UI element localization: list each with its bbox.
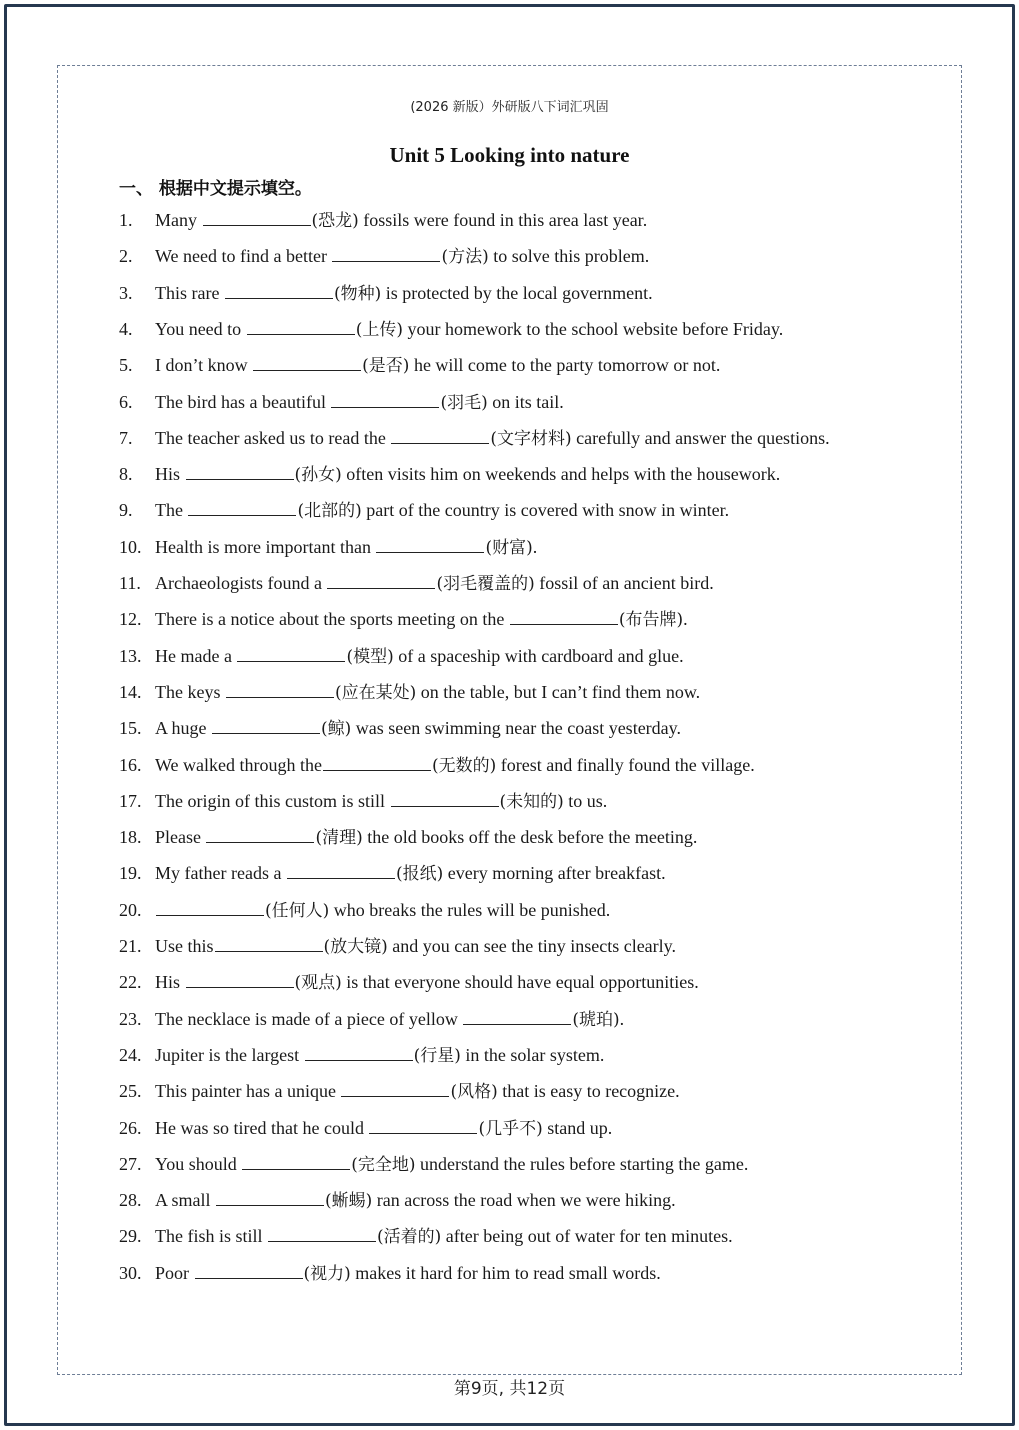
question-text-after: carefully and answer the questions. <box>571 428 830 448</box>
question-number: 26. <box>119 1118 142 1138</box>
question-number: 3. <box>119 283 133 303</box>
answer-blank[interactable] <box>305 1041 413 1061</box>
chinese-hint: (放大镜) <box>323 937 388 957</box>
chinese-hint: (无数的) <box>432 756 497 776</box>
question-number: 5. <box>119 355 133 375</box>
question-text-after: who breaks the rules will be punished. <box>329 900 611 920</box>
question-text-before: There is a notice about the sports meeting on the <box>155 609 509 629</box>
chinese-hint: (孙女) <box>294 465 342 485</box>
question-item <box>119 932 676 958</box>
answer-blank[interactable] <box>237 642 345 662</box>
question-text-before: His <box>155 972 185 992</box>
answer-blank[interactable] <box>247 315 355 335</box>
question-text-before: His <box>155 464 185 484</box>
answer-blank[interactable] <box>323 751 431 771</box>
question-text-after: . <box>683 609 688 629</box>
question-text-before: A small <box>155 1190 216 1210</box>
question-item <box>119 787 607 813</box>
answer-blank[interactable] <box>226 678 334 698</box>
chinese-hint: (鲸) <box>321 719 352 739</box>
question-text-before: Health is more important than <box>155 537 376 557</box>
question-item <box>119 569 714 595</box>
answer-blank[interactable] <box>287 859 395 879</box>
question-text-after: to us. <box>563 791 608 811</box>
chinese-hint: (完全地) <box>351 1155 416 1175</box>
chinese-hint: (恐龙) <box>311 211 359 231</box>
document-subtitle: (2026 新版）外研版八下词汇巩固 <box>410 100 609 115</box>
question-number: 20. <box>119 900 142 920</box>
question-text-after: is that everyone should have equal opportunities. <box>341 972 699 992</box>
question-item <box>119 206 647 232</box>
chinese-hint: (文字材料) <box>490 429 572 449</box>
chinese-hint: (风格) <box>450 1082 498 1102</box>
question-number: 28. <box>119 1190 142 1210</box>
question-text-before: Please <box>155 827 206 847</box>
question-item <box>119 859 666 885</box>
question-item <box>119 1186 676 1212</box>
question-text-before: This rare <box>155 283 224 303</box>
question-text-before: Use this <box>155 936 214 956</box>
answer-blank[interactable] <box>369 1114 477 1134</box>
question-item <box>119 896 610 922</box>
chinese-hint: (羽毛) <box>440 393 488 413</box>
answer-blank[interactable] <box>391 787 499 807</box>
question-text-before: The keys <box>155 682 225 702</box>
answer-blank[interactable] <box>206 823 314 843</box>
question-text-before: He was so tired that he could <box>155 1118 369 1138</box>
chinese-hint: (蜥蜴) <box>325 1191 373 1211</box>
question-text-before: We need to find a better <box>155 246 332 266</box>
answer-blank[interactable] <box>376 533 484 553</box>
question-item <box>119 1150 748 1176</box>
answer-blank[interactable] <box>268 1222 376 1242</box>
question-number: 2. <box>119 246 133 266</box>
question-text-before: We walked through the <box>155 755 323 775</box>
question-text-after: the old books off the desk before the meeting. <box>362 827 698 847</box>
chinese-hint: (清理) <box>315 828 363 848</box>
question-text-after: after being out of water for ten minutes. <box>441 1226 733 1246</box>
answer-blank[interactable] <box>391 424 489 444</box>
question-text-after: in the solar system. <box>460 1045 605 1065</box>
chinese-hint: (布告牌) <box>618 610 684 630</box>
question-item <box>119 533 537 559</box>
section-heading: 一、 根据中文提示填空。 <box>119 179 312 199</box>
question-number: 15. <box>119 718 142 738</box>
question-text-after: every morning after breakfast. <box>443 863 666 883</box>
question-number: 1. <box>119 210 133 230</box>
answer-blank[interactable] <box>331 388 439 408</box>
question-text-after: is protected by the local government. <box>381 283 653 303</box>
question-item <box>119 388 564 414</box>
question-text-after: makes it hard for him to read small words. <box>350 1263 661 1283</box>
question-number: 14. <box>119 682 142 702</box>
question-text-after: . <box>619 1009 625 1029</box>
question-number: 13. <box>119 646 142 666</box>
question-text-after: understand the rules before starting the game. <box>415 1154 749 1174</box>
question-text-before: The teacher asked us to read the <box>155 428 391 448</box>
question-text-after: of a spaceship with cardboard and glue. <box>393 646 684 666</box>
question-text-after: and you can see the tiny insects clearly. <box>387 936 676 956</box>
question-number: 8. <box>119 464 133 484</box>
chinese-hint: (观点) <box>294 973 342 993</box>
question-text-after: fossil of an ancient bird. <box>534 573 714 593</box>
question-item <box>119 1005 624 1031</box>
question-text-before: He made a <box>155 646 237 666</box>
answer-blank[interactable] <box>215 932 323 952</box>
question-number: 22. <box>119 972 142 992</box>
chinese-hint: (北部的) <box>297 501 362 521</box>
answer-blank[interactable] <box>463 1005 571 1025</box>
question-item <box>119 751 755 777</box>
chinese-hint: (是否) <box>362 356 410 376</box>
answer-blank[interactable] <box>242 1150 350 1170</box>
question-number: 12. <box>119 609 142 629</box>
question-text-before: This painter has a unique <box>155 1081 341 1101</box>
question-number: 4. <box>119 319 133 339</box>
question-text-before: A huge <box>155 718 211 738</box>
question-text-after: he will come to the party tomorrow or not. <box>409 355 721 375</box>
question-item <box>119 1222 733 1248</box>
question-item <box>119 678 700 704</box>
question-item <box>119 714 681 740</box>
question-item <box>119 968 699 994</box>
question-item <box>119 605 688 631</box>
question-text-before: My father reads a <box>155 863 286 883</box>
chinese-hint: (物种) <box>333 284 382 304</box>
question-text-after: part of the country is covered with snow in winter. <box>361 500 730 520</box>
answer-blank[interactable] <box>195 1259 303 1279</box>
answer-blank[interactable] <box>225 279 333 299</box>
chinese-hint: (财富) <box>485 538 533 558</box>
question-number: 23. <box>119 1009 142 1029</box>
page-number: 第9页, 共12页 <box>453 1379 566 1399</box>
question-number: 11. <box>119 573 141 593</box>
question-number: 9. <box>119 500 133 520</box>
question-item <box>119 823 697 849</box>
question-text-before: The fish is still <box>155 1226 267 1246</box>
question-text-before: The necklace is made of a piece of yellow <box>155 1009 463 1029</box>
question-number: 25. <box>119 1081 142 1101</box>
question-text-after: to solve this problem. <box>488 246 650 266</box>
question-item <box>119 1077 680 1103</box>
question-text-before: Poor <box>155 1263 194 1283</box>
chinese-hint: (羽毛覆盖的) <box>436 574 535 594</box>
question-text-after: on its tail. <box>487 392 564 412</box>
question-text-before: You should <box>155 1154 242 1174</box>
question-item <box>119 315 783 341</box>
question-number: 21. <box>119 936 142 956</box>
question-number: 10. <box>119 537 142 557</box>
question-text-after: ran across the road when we were hiking. <box>372 1190 676 1210</box>
answer-blank[interactable] <box>332 242 440 262</box>
question-item <box>119 351 720 377</box>
question-number: 29. <box>119 1226 142 1246</box>
question-text-before: The origin of this custom is still <box>155 791 390 811</box>
question-text-before: I don’t know <box>155 355 253 375</box>
chinese-hint: (活着的) <box>377 1227 442 1247</box>
question-item <box>119 242 649 268</box>
question-text-after: on the table, but I can’t find them now. <box>416 682 701 702</box>
question-number: 18. <box>119 827 142 847</box>
question-text-after: . <box>532 537 538 557</box>
question-text-after: fossils were found in this area last year. <box>358 210 648 230</box>
answer-blank[interactable] <box>186 460 294 480</box>
question-text-after: often visits him on weekends and helps with the housework. <box>341 464 781 484</box>
question-number: 27. <box>119 1154 142 1174</box>
question-item <box>119 424 830 450</box>
answer-blank[interactable] <box>341 1077 449 1097</box>
answer-blank[interactable] <box>188 496 296 516</box>
chinese-hint: (行星) <box>413 1046 461 1066</box>
question-text-after: stand up. <box>542 1118 613 1138</box>
chinese-hint: (方法) <box>441 247 489 267</box>
question-number: 16. <box>119 755 142 775</box>
answer-blank[interactable] <box>156 896 264 916</box>
question-number: 7. <box>119 428 133 448</box>
chinese-hint: (任何人) <box>265 901 330 921</box>
question-text-before: The bird has a beautiful <box>155 392 331 412</box>
chinese-hint: (未知的) <box>499 792 564 812</box>
answer-blank[interactable] <box>186 968 294 988</box>
chinese-hint: (模型) <box>346 647 394 667</box>
question-number: 6. <box>119 392 133 412</box>
answer-blank[interactable] <box>327 569 435 589</box>
question-text-after: forest and finally found the village. <box>496 755 755 775</box>
question-text-after: your homework to the school website before Friday. <box>402 319 784 339</box>
chinese-hint: (视力) <box>303 1264 351 1284</box>
answer-blank[interactable] <box>203 206 311 226</box>
answer-blank[interactable] <box>216 1186 324 1206</box>
question-text-before: Many <box>155 210 202 230</box>
chinese-hint: (应在某处) <box>334 683 417 703</box>
question-text-before: Jupiter is the largest <box>155 1045 304 1065</box>
chinese-hint: (报纸) <box>395 864 444 884</box>
answer-blank[interactable] <box>510 605 618 625</box>
chinese-hint: (上传) <box>355 320 403 340</box>
question-text-before: Archaeologists found a <box>155 573 327 593</box>
question-item <box>119 642 684 668</box>
question-number: 30. <box>119 1263 142 1283</box>
chinese-hint: (琥珀) <box>572 1010 620 1030</box>
question-item <box>119 460 780 486</box>
question-number: 24. <box>119 1045 142 1065</box>
answer-blank[interactable] <box>253 351 361 371</box>
chinese-hint: (几乎不) <box>478 1119 543 1139</box>
question-text-before: You need to <box>155 319 246 339</box>
question-number: 17. <box>119 791 142 811</box>
unit-title: Unit 5 Looking into nature <box>389 143 630 167</box>
question-text-before: The <box>155 500 188 520</box>
question-item <box>119 496 729 522</box>
question-item <box>119 279 653 305</box>
question-text-after: that is easy to recognize. <box>497 1081 680 1101</box>
question-text-after: was seen swimming near the coast yesterday. <box>351 718 681 738</box>
answer-blank[interactable] <box>212 714 320 734</box>
question-number: 19. <box>119 863 142 883</box>
question-item <box>119 1259 661 1285</box>
question-item <box>119 1114 612 1140</box>
question-item <box>119 1041 604 1067</box>
